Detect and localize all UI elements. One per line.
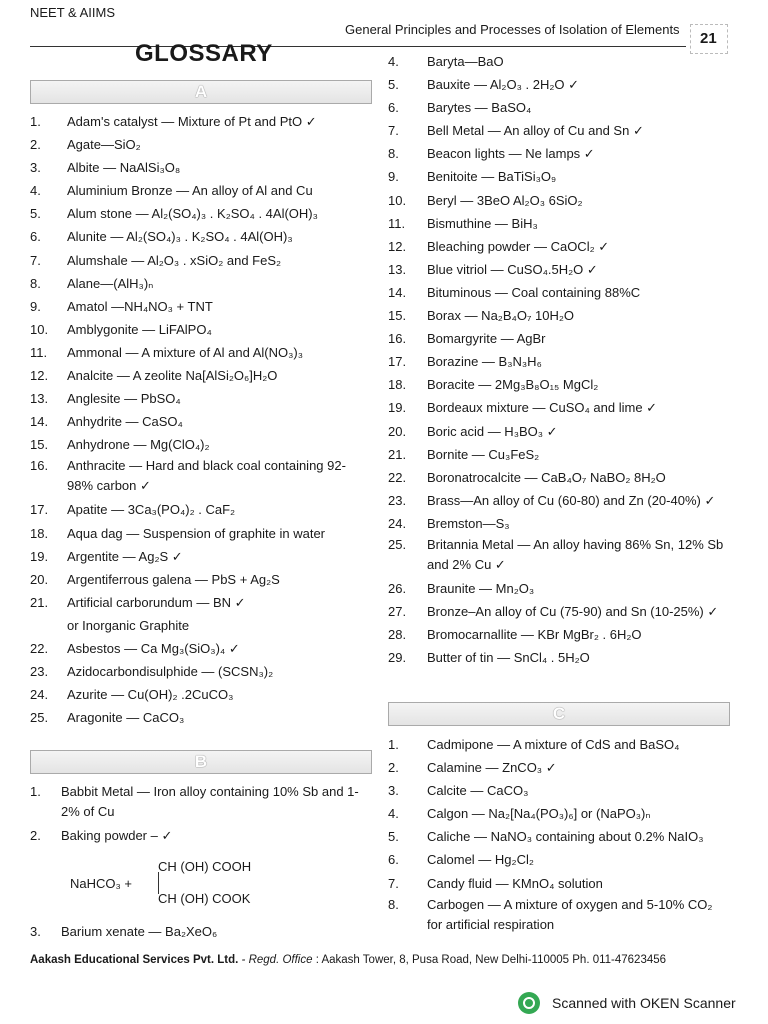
entry-number: 19. (30, 548, 49, 564)
entry-number: 16. (30, 458, 49, 474)
header-chapter-title: General Principles and Processes of Isolation of Elements (345, 22, 680, 37)
glossary-entry (30, 341, 375, 364)
entry-number: 12. (30, 368, 49, 384)
glossary-entry (30, 591, 375, 614)
glossary-entry (30, 637, 375, 660)
entry-number: 3. (30, 160, 41, 176)
glossary-entry (30, 133, 375, 156)
entry-number: 13. (30, 391, 49, 407)
entry-number: 16. (388, 331, 407, 347)
entry-number: 6. (388, 100, 399, 116)
left-column-b-after (30, 920, 375, 943)
glossary-entry (388, 512, 733, 535)
glossary-entry (30, 920, 375, 943)
entry-text: Boric acid — H₃BO₃ ✓ (427, 423, 558, 439)
glossary-entry (388, 733, 733, 756)
entry-number: 5. (388, 829, 399, 845)
entry-text: Benitoite — BaTiSi₃O₉ (427, 169, 557, 185)
entry-number: 8. (30, 275, 41, 291)
right-column-c (388, 733, 733, 937)
entry-text: Butter of tin — SnCl₄ . 5H₂O (427, 650, 590, 666)
glossary-entry (388, 600, 733, 623)
formula-base: NaHCO₃ + (70, 876, 133, 891)
entry-text: Carbogen — A mixture of oxygen and 5-10% CO₂ for artificial respiration (427, 896, 713, 932)
entry-text: Calamine — ZnCO₃ ✓ (427, 760, 557, 776)
glossary-entry (388, 443, 733, 466)
glossary-entry (30, 272, 375, 295)
entry-number: 22. (388, 469, 407, 485)
entry-text: Bauxite — Al₂O₃ . 2H₂O ✓ (427, 77, 579, 93)
entry-number: 18. (388, 377, 407, 393)
section-band-b (30, 750, 372, 774)
glossary-entry (388, 756, 733, 779)
entry-text: Baking powder – ✓ (61, 828, 173, 843)
entry-number: 20. (388, 423, 407, 439)
glossary-entry (388, 895, 733, 937)
page-number: 21 (700, 30, 717, 47)
glossary-entry (30, 545, 375, 568)
glossary-entry (388, 189, 733, 212)
entry-number: 9. (388, 169, 399, 185)
glossary-entry (30, 249, 375, 272)
section-letter-b: B (194, 752, 208, 771)
left-column-a (30, 110, 375, 729)
glossary-entry (388, 420, 733, 443)
entry-text: Aluminium Bronze — An alloy of Al and Cu (67, 183, 313, 199)
entry-number: 17. (30, 502, 49, 518)
entry-number: 8. (388, 146, 399, 162)
glossary-entry (388, 235, 733, 258)
footer-office-label: - Regd. Office (238, 954, 313, 966)
entry-number: 8. (388, 896, 399, 912)
glossary-entry (30, 782, 375, 824)
entry-text: Alum stone — Al₂(SO₄)₃ . K₂SO₄ . 4Al(OH)₃ (67, 206, 318, 222)
entry-number: 23. (388, 492, 407, 508)
glossary-entry (388, 872, 733, 895)
entry-text: Anhydrone — Mg(ClO₄)₂ (67, 437, 210, 453)
entry-number: 2. (30, 828, 41, 843)
entry-number: 4. (388, 806, 399, 822)
glossary-entry (388, 535, 733, 577)
entry-text: Barium xenate — Ba₂XeO₆ (61, 924, 218, 939)
entry-text: Baryta—BaO (427, 54, 504, 69)
header-rule (30, 46, 686, 47)
glossary-entry (388, 848, 733, 871)
entry-text: Ammonal — A mixture of Al and Al(NO₃)₃ (67, 344, 304, 360)
entry-number: 10. (30, 321, 49, 337)
entry-text: Calomel — Hg₂Cl₂ (427, 852, 534, 868)
section-band-a (30, 80, 372, 104)
entry-number: 10. (388, 192, 407, 208)
entry-number: 28. (388, 627, 407, 643)
entry-text: Alumshale — Al₂O₃ . xSiO₂ and FeS₂ (67, 252, 282, 268)
entry-number: 13. (388, 261, 407, 277)
entry-text: Beryl — 3BeO Al₂O₃ 6SiO₂ (427, 192, 583, 208)
entry-text: Caliche — NaNO₃ containing about 0.2% NaIO₃ (427, 829, 704, 845)
glossary-entry (388, 350, 733, 373)
glossary-heading: GLOSSARY (135, 40, 273, 67)
entry-number: 5. (388, 77, 399, 93)
glossary-entry (388, 373, 733, 396)
glossary-entry (30, 614, 375, 637)
entry-text: Asbestos — Ca Mg₃(SiO₃)₄ ✓ (67, 640, 240, 656)
entry-text: Analcite — A zeolite Na[AlSi₂O₆]H₂O (67, 368, 278, 384)
entry-text: Bornite — Cu₃FeS₂ (427, 446, 540, 462)
entry-text: Azurite — Cu(OH)₂ .2CuCO₃ (67, 687, 234, 703)
entry-number: 14. (388, 284, 407, 300)
glossary-entry (30, 410, 375, 433)
glossary-entry (388, 327, 733, 350)
entry-number: 21. (30, 594, 49, 610)
entry-number: 2. (388, 760, 399, 776)
footer-address: : Aakash Tower, 8, Pusa Road, New Delhi-110005 Ph. 011-47623456 (312, 954, 667, 966)
entry-number: 22. (30, 640, 49, 656)
entry-text: Bell Metal — An alloy of Cu and Sn ✓ (427, 123, 644, 139)
entry-number: 24. (30, 687, 49, 703)
glossary-entry (30, 110, 375, 133)
entry-number: 1. (388, 737, 399, 752)
entry-number: 15. (388, 308, 407, 324)
entry-number: 4. (388, 54, 399, 69)
section-band-c (388, 702, 730, 726)
entry-number: 6. (30, 229, 41, 245)
entry-text: Bordeaux mixture — CuSO₄ and lime ✓ (427, 400, 658, 416)
entry-text: Bomargyrite — AgBr (427, 331, 546, 347)
glossary-entry (30, 498, 375, 521)
entry-text: Brass—An alloy of Cu (60-80) and Zn (20-40%) ✓ (427, 492, 716, 508)
glossary-entry (30, 179, 375, 202)
entry-text: Aragonite — CaCO₃ (67, 710, 185, 726)
entry-number: 14. (30, 414, 49, 430)
glossary-entry (30, 364, 375, 387)
formula-line-2: CH (OH) COOK (158, 891, 251, 906)
entry-text: Amatol —NH₄NO₃ + TNT (67, 298, 213, 314)
entry-text: Boracite — 2Mg₃B₈O₁₅ MgCl₂ (427, 377, 599, 393)
formula-line-1: CH (OH) COOH (158, 859, 252, 874)
entry-number: 6. (388, 852, 399, 868)
entry-number: 20. (30, 571, 49, 587)
entry-text: Britannia Metal — An alloy having 86% Sn, 12% Sb and 2% Cu ✓ (427, 536, 724, 572)
entry-number: 5. (30, 206, 41, 222)
entry-number: 7. (388, 123, 399, 139)
entry-text: Anglesite — PbSO₄ (67, 391, 181, 407)
section-letter-a: A (194, 82, 208, 101)
section-letter-c: C (552, 704, 566, 723)
entry-text: Aqua dag — Suspension of graphite in water (67, 525, 326, 541)
entry-number: 15. (30, 437, 49, 453)
entry-number: 25. (30, 710, 49, 726)
entry-number: 7. (388, 875, 399, 891)
entry-number: 2. (30, 137, 41, 153)
entry-text: Bismuthine — BiH₃ (427, 215, 538, 231)
footer (30, 954, 666, 966)
entry-number: 7. (30, 252, 41, 268)
glossary-entry (30, 387, 375, 410)
entry-text: or Inorganic Graphite (67, 617, 190, 633)
glossary-entry (30, 295, 375, 318)
entry-number: 3. (388, 783, 399, 799)
entry-text: Bleaching powder — CaOCl₂ ✓ (427, 238, 610, 254)
glossary-entry (388, 119, 733, 142)
glossary-entry (388, 212, 733, 235)
entry-text: Beacon lights — Ne lamps ✓ (427, 146, 595, 162)
footer-company: Aakash Educational Services Pvt. Ltd. (30, 954, 239, 966)
entry-number: 29. (388, 650, 407, 666)
glossary-entry (388, 142, 733, 165)
entry-number: 4. (30, 183, 41, 199)
entry-number: 24. (388, 515, 407, 531)
entry-text: Apatite — 3Ca₃(PO₄)₂ . CaF₂ (67, 502, 236, 518)
glossary-entry (388, 646, 733, 669)
glossary-entry (30, 522, 375, 545)
entry-number: 23. (30, 664, 49, 680)
right-column-b (388, 50, 733, 669)
glossary-entry (388, 50, 733, 73)
entry-text: Albite — NaAlSi₃O₈ (67, 160, 181, 176)
glossary-entry (388, 304, 733, 327)
glossary-entry (388, 802, 733, 825)
entry-number: 12. (388, 238, 407, 254)
entry-text: Artificial carborundum — BN ✓ (67, 594, 246, 610)
entry-text: Barytes — BaSO₄ (427, 100, 532, 116)
entry-number: 11. (388, 215, 406, 231)
left-column-b (30, 782, 375, 847)
glossary-entry (30, 706, 375, 729)
entry-text: Alunite — Al₂(SO₄)₃ . K₂SO₄ . 4Al(OH)₃ (67, 229, 293, 245)
entry-text: Candy fluid — KMnO₄ solution (427, 875, 603, 891)
entry-number: 9. (30, 298, 41, 314)
entry-text: Cadmipone — A mixture of CdS and BaSO₄ (427, 737, 680, 752)
entry-text: Bituminous — Coal containing 88%C (427, 284, 641, 300)
entry-text: Amblygonite — LiFAlPO₄ (67, 321, 212, 337)
glossary-entry (388, 623, 733, 646)
entry-text: Adam's catalyst — Mixture of Pt and PtO ✓ (67, 114, 317, 129)
entry-text: Agate—SiO₂ (67, 137, 141, 153)
glossary-entry (30, 824, 375, 847)
glossary-entry (388, 466, 733, 489)
glossary-entry (30, 202, 375, 225)
entry-text: Boronatrocalcite — CaB₄O₇ NaBO₂ 8H₂O (427, 469, 666, 485)
scanner-label: Scanned with OKEN Scanner (552, 995, 736, 1011)
entry-number: 25. (388, 536, 407, 552)
entry-text: Blue vitriol — CuSO₄.5H₂O ✓ (427, 261, 598, 277)
oken-logo-icon (518, 992, 540, 1014)
entry-number: 18. (30, 525, 49, 541)
glossary-entry (30, 456, 375, 498)
glossary-entry (388, 165, 733, 188)
header-left: NEET & AIIMS (30, 5, 116, 20)
glossary-entry (388, 73, 733, 96)
entry-number: 11. (30, 344, 48, 360)
entry-text: Azidocarbondisulphide — (SCSN₃)₂ (67, 664, 274, 680)
entry-number: 17. (388, 354, 407, 370)
entry-text: Borazine — B₃N₃H₆ (427, 354, 542, 370)
glossary-entry (30, 318, 375, 341)
entry-number: 1. (30, 784, 41, 799)
entry-number: 21. (388, 446, 407, 462)
scanner-watermark (518, 992, 736, 1014)
entry-text: Argentiferrous galena — PbS + Ag₂S (67, 571, 280, 587)
glossary-entry (388, 577, 733, 600)
entry-text: Calcite — CaCO₃ (427, 783, 529, 799)
glossary-entry (388, 258, 733, 281)
glossary-entry (30, 568, 375, 591)
entry-number: 1. (30, 114, 41, 129)
glossary-entry (388, 779, 733, 802)
entry-text: Argentite — Ag₂S ✓ (67, 548, 183, 564)
glossary-entry (388, 396, 733, 419)
entry-text: Anthracite — Hard and black coal containing 92-98% carbon ✓ (67, 458, 346, 494)
entry-text: Anhydrite — CaSO₄ (67, 414, 183, 430)
entry-number: 26. (388, 580, 407, 596)
entry-number: 27. (388, 604, 407, 620)
entry-text: Calgon — Na₂[Na₄(PO₃)₆] or (NaPO₃)ₙ (427, 806, 651, 822)
entry-number: 19. (388, 400, 407, 416)
glossary-entry (388, 489, 733, 512)
glossary-entry (30, 660, 375, 683)
entry-text: Babbit Metal — Iron alloy containing 10% Sb and 1-2% of Cu (61, 784, 359, 819)
glossary-entry (30, 225, 375, 248)
glossary-entry (388, 825, 733, 848)
entry-text: Bromocarnallite — KBr MgBr₂ . 6H₂O (427, 627, 642, 643)
glossary-entry (30, 156, 375, 179)
entry-text: Bronze–An alloy of Cu (75-90) and Sn (10-25%) ✓ (427, 604, 719, 620)
glossary-entry (388, 281, 733, 304)
glossary-entry (30, 683, 375, 706)
entry-number: 3. (30, 924, 41, 939)
entry-text: Braunite — Mn₂O₃ (427, 580, 535, 596)
entry-text: Borax — Na₂B₄O₇ 10H₂O (427, 308, 575, 324)
glossary-entry (388, 96, 733, 119)
glossary-entry (30, 433, 375, 456)
entry-text: Alane—(AlH₃)ₙ (67, 275, 154, 291)
entry-text: Bremston—S₃ (427, 515, 510, 531)
